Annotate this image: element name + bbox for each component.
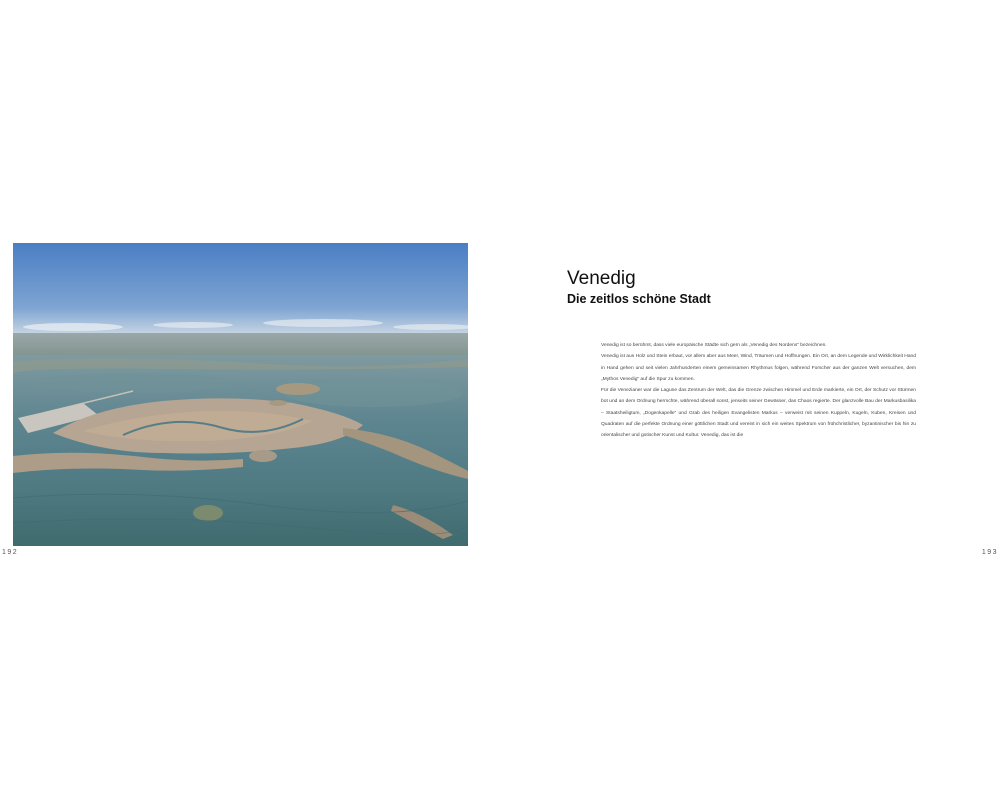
chapter-title: Venedig	[567, 268, 636, 289]
chapter-subtitle: Die zeitlos schöne Stadt	[567, 292, 711, 306]
paragraph: Venedig ist aus Holz und Stein erbaut, vor allem aber aus Meer, Wind, Träumen und Hoffnungen. Ein Ort, an dem Legende und Wirklichkeit Hand in Hand gehen und seit vielen Jahrhunderten einem gemeinsamen Rhythmus folgen, während Forscher aus der ganzen Welt versuchen, dem „Mythos Venedig“ auf die Spur zu kommen.	[601, 354, 916, 382]
venice-aerial-photo	[13, 243, 468, 546]
venice-aerial-illustration	[13, 243, 468, 546]
page-number-left: 192	[2, 549, 19, 556]
body-text	[601, 340, 916, 442]
page-number-right: 193	[981, 549, 998, 556]
paragraph: Für die Venezianer war die Lagune das Zentrum der Welt, das die Grenze zwischen Himmel und Erde markierte, ein Ort, der Schutz vor Stürmen bot und an dem Ordnung herrschte, während überall sonst, jenseits seiner Gewässer, das Chaos regierte. Der glanzvolle Bau der Markusbasilika – Staatsheiligtum, „Dogenkapelle“ und Grab des heiligen Evangelisten Markus – verweist mit seinen Kuppeln, Kugeln, Kuben, Kreisen und Quadraten auf die perfekte Ordnung einer göttlichen Stadt und vereint in sich ein weites Spektrum von frühchristlicher, byzantinischer bis hin zu orientalischer und gotischer Kunst und Kultur. Venedig, das ist die	[601, 388, 916, 439]
paragraph: Venedig ist so berühmt, dass viele europäische Städte sich gern als „Venedig des Nordens“ bezeichnen.	[601, 343, 827, 348]
